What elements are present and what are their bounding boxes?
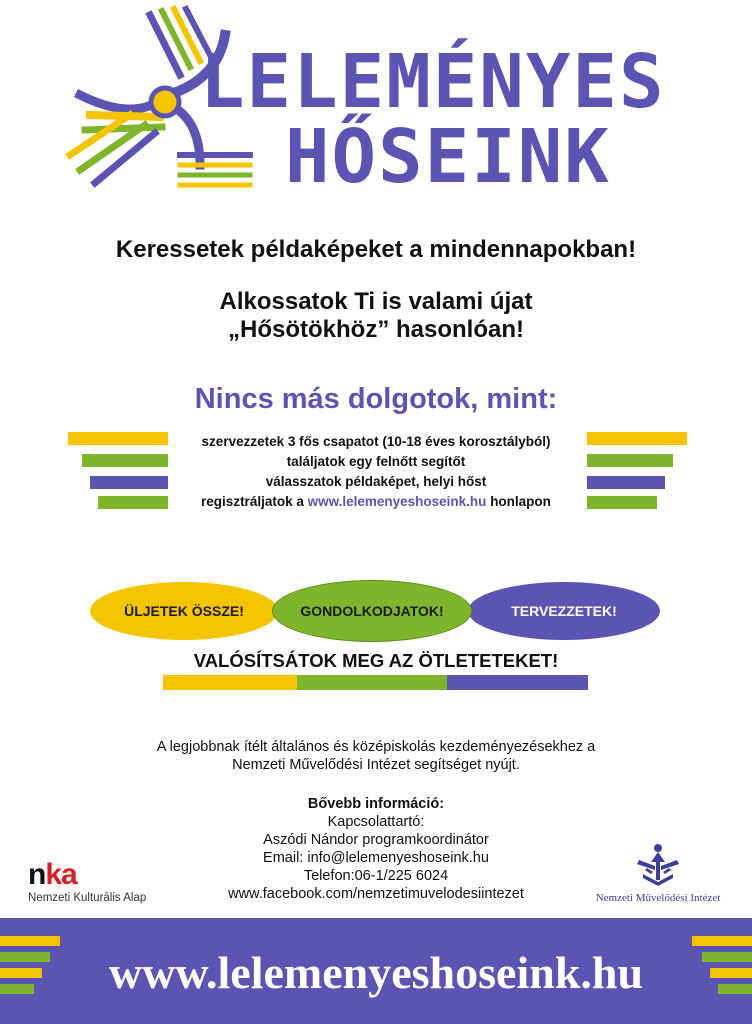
register-link[interactable]: www.lelemenyeshoseink.hu <box>307 494 487 509</box>
tricolor-bar <box>163 675 588 690</box>
wing-stripe <box>587 432 687 445</box>
support-line: A legjobbnak ítélt általános és középiskolás kezdeményezésekhez a <box>156 739 596 755</box>
footer-wing-stripe <box>692 936 752 946</box>
contact-name: Aszódi Nándor programkoordinátor <box>263 832 489 848</box>
tricolor-segment-yellow <box>163 675 297 690</box>
contact-label: Kapcsolattartó: <box>327 814 425 830</box>
nka-logo-mark <box>28 860 188 890</box>
wing-stripe <box>68 432 168 445</box>
wing-stripe <box>587 454 673 467</box>
left-wing-decoration <box>68 432 168 514</box>
contact-phone: Telefon:06-1/225 6024 <box>303 868 449 884</box>
headline: Nincs más dolgotok, mint: <box>194 383 558 415</box>
more-info-heading: Bővebb információ: <box>307 796 445 812</box>
support-paragraph <box>0 738 752 774</box>
task-item-register <box>170 492 582 512</box>
slogan-line: Alkossatok Ti is valami újat <box>219 288 533 315</box>
right-wing-decoration <box>587 432 687 514</box>
tricolor-segment-green <box>297 675 447 690</box>
wing-stripe <box>587 496 657 509</box>
nmi-name: Nemzeti Művelődési Intézet <box>595 892 721 904</box>
slogan-create-something <box>0 288 752 344</box>
task-register-suffix: honlapon <box>490 494 551 509</box>
slogan-find-role-models: Keressetek példaképeket a mindennapokban! <box>115 236 637 263</box>
task-register-prefix: regisztráljatok a <box>201 494 304 509</box>
wing-stripe <box>82 454 168 467</box>
contact-email-link[interactable]: Email: info@lelemenyeshoseink.hu <box>263 850 489 866</box>
nka-name: Nemzeti Kulturális Alap <box>28 892 147 904</box>
nka-mark-ka: ka <box>45 858 77 891</box>
task-list <box>170 432 582 512</box>
tricolor-segment-purple <box>447 675 588 690</box>
task-item-team: szervezzetek 3 fős csapatot (10-18 éves korosztályból) <box>201 434 551 449</box>
task-item-helper: találjatok egy felnőtt segítőt <box>286 454 466 469</box>
footer-wing-stripe <box>0 936 60 946</box>
step-plan: TERVEZZETEK! <box>468 582 660 640</box>
nmi-logo <box>588 840 728 904</box>
task-item-role-model: válasszatok példaképet, helyi hőst <box>265 474 487 489</box>
logo-title-line1: LELEMÉNYES <box>200 39 666 125</box>
step-realize-ideas: VALÓSÍTSÁTOK MEG AZ ÖTLETETEKET! <box>193 650 559 671</box>
support-line: Nemzeti Művelődési Intézet segítséget nyújt. <box>232 757 520 773</box>
footer-banner <box>0 918 752 1024</box>
wing-stripe <box>587 476 665 489</box>
campaign-logo <box>50 5 710 200</box>
step-sit-together: ÜLJETEK ÖSSZE! <box>90 582 278 640</box>
step-think: GONDOLKODJATOK! <box>272 580 472 642</box>
logo-title-line2: HŐSEINK <box>285 114 611 200</box>
slogan-line: „Hősötökhöz” hasonlóan! <box>228 316 524 343</box>
wing-stripe <box>90 476 168 489</box>
wing-stripe <box>98 496 168 509</box>
facebook-link[interactable]: www.facebook.com/nemzetimuvelodesiintezet <box>228 886 524 902</box>
nmi-emblem-icon <box>633 840 683 888</box>
nka-logo <box>28 860 188 904</box>
footer-website-link[interactable]: www.lelemenyeshoseink.hu <box>108 947 644 998</box>
nka-mark-n: n <box>28 858 46 891</box>
